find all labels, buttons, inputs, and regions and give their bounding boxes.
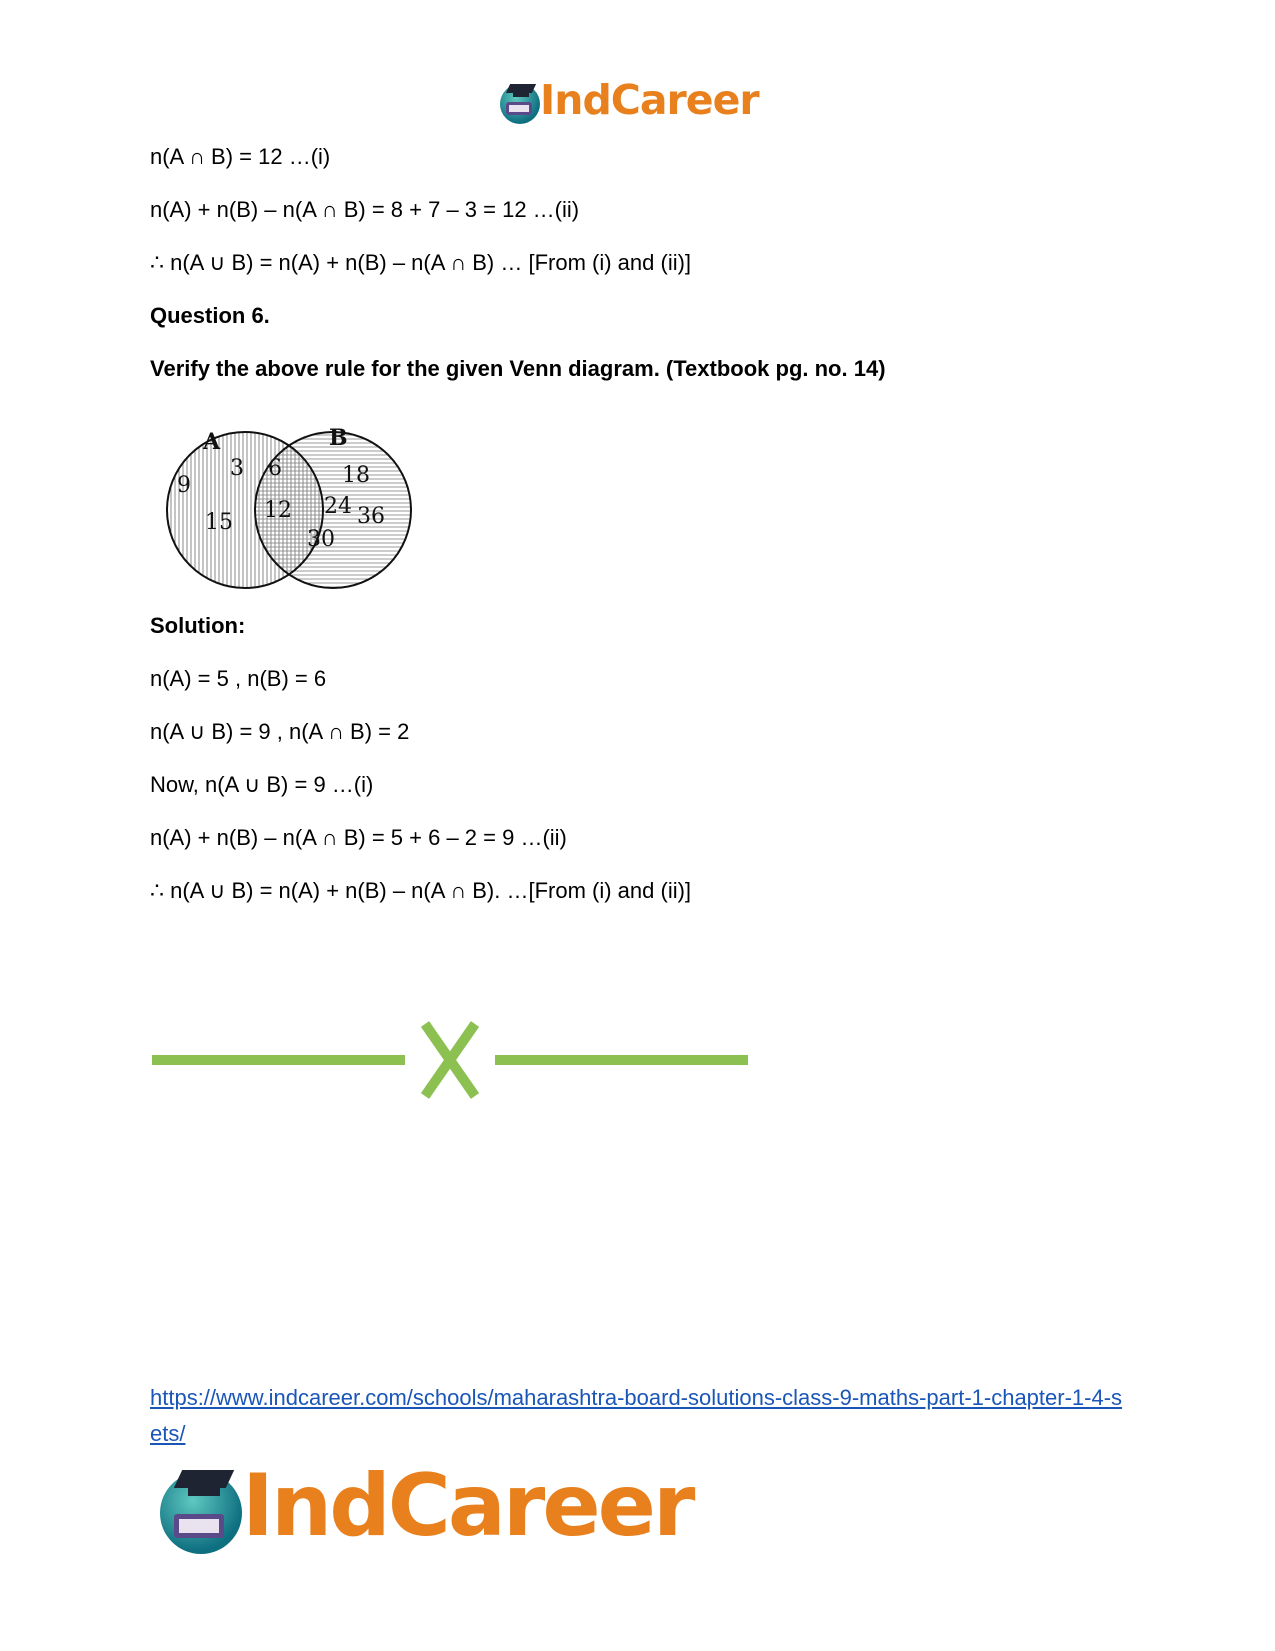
region-value: 12 (264, 498, 292, 523)
graduation-cap-base (188, 1484, 220, 1496)
question-text: Verify the above rule for the given Venn diagram. (Textbook pg. no. 14) (150, 356, 886, 381)
region-value: 30 (307, 527, 335, 552)
equation-line: ∴ n(A ∪ B) = n(A) + n(B) – n(A ∩ B) … [From (i) and (ii)] (150, 250, 692, 275)
equation-line: n(A) = 5 , n(B) = 6 (150, 666, 327, 691)
region-value: 9 (177, 473, 191, 498)
equation-line: n(A) + n(B) – n(A ∩ B) = 5 + 6 – 2 = 9 …(ii) (150, 825, 567, 850)
books-icon (506, 102, 532, 115)
region-value: 24 (324, 494, 352, 519)
equation-line: ∴ n(A ∪ B) = n(A) + n(B) – n(A ∩ B). …[From (i) and (ii)] (150, 878, 692, 903)
header-logo (500, 78, 780, 128)
region-value: 18 (342, 463, 370, 488)
region-value: 36 (357, 504, 385, 529)
question-title: Question 6. (150, 303, 270, 328)
region-value: 6 (268, 456, 282, 481)
region-value: 3 (230, 456, 244, 481)
section-divider (150, 1020, 750, 1100)
set-a-label: A (203, 429, 221, 455)
venn-diagram (165, 425, 425, 595)
graduation-cap-base (513, 91, 529, 97)
source-link[interactable]: https://www.indcareer.com/schools/maharashtra-board-solutions-class-9-maths-part-1-chapter-1-4-sets/ (150, 1385, 1123, 1446)
footer-logo (160, 1456, 720, 1562)
region-value: 15 (205, 510, 233, 535)
logo-text: IndCareer (540, 76, 759, 124)
set-b-label: B (329, 425, 348, 451)
solution-title: Solution: (150, 613, 246, 638)
logo-text: IndCareer (242, 1456, 693, 1556)
equation-line: n(A) + n(B) – n(A ∩ B) = 8 + 7 – 3 = 12 …(ii) (150, 197, 580, 222)
equation-line: n(A ∪ B) = 9 , n(A ∩ B) = 2 (150, 719, 410, 744)
equation-line: Now, n(A ∪ B) = 9 …(i) (150, 772, 374, 797)
books-icon (174, 1514, 224, 1538)
equation-line: n(A ∩ B) = 12 …(i) (150, 144, 331, 169)
